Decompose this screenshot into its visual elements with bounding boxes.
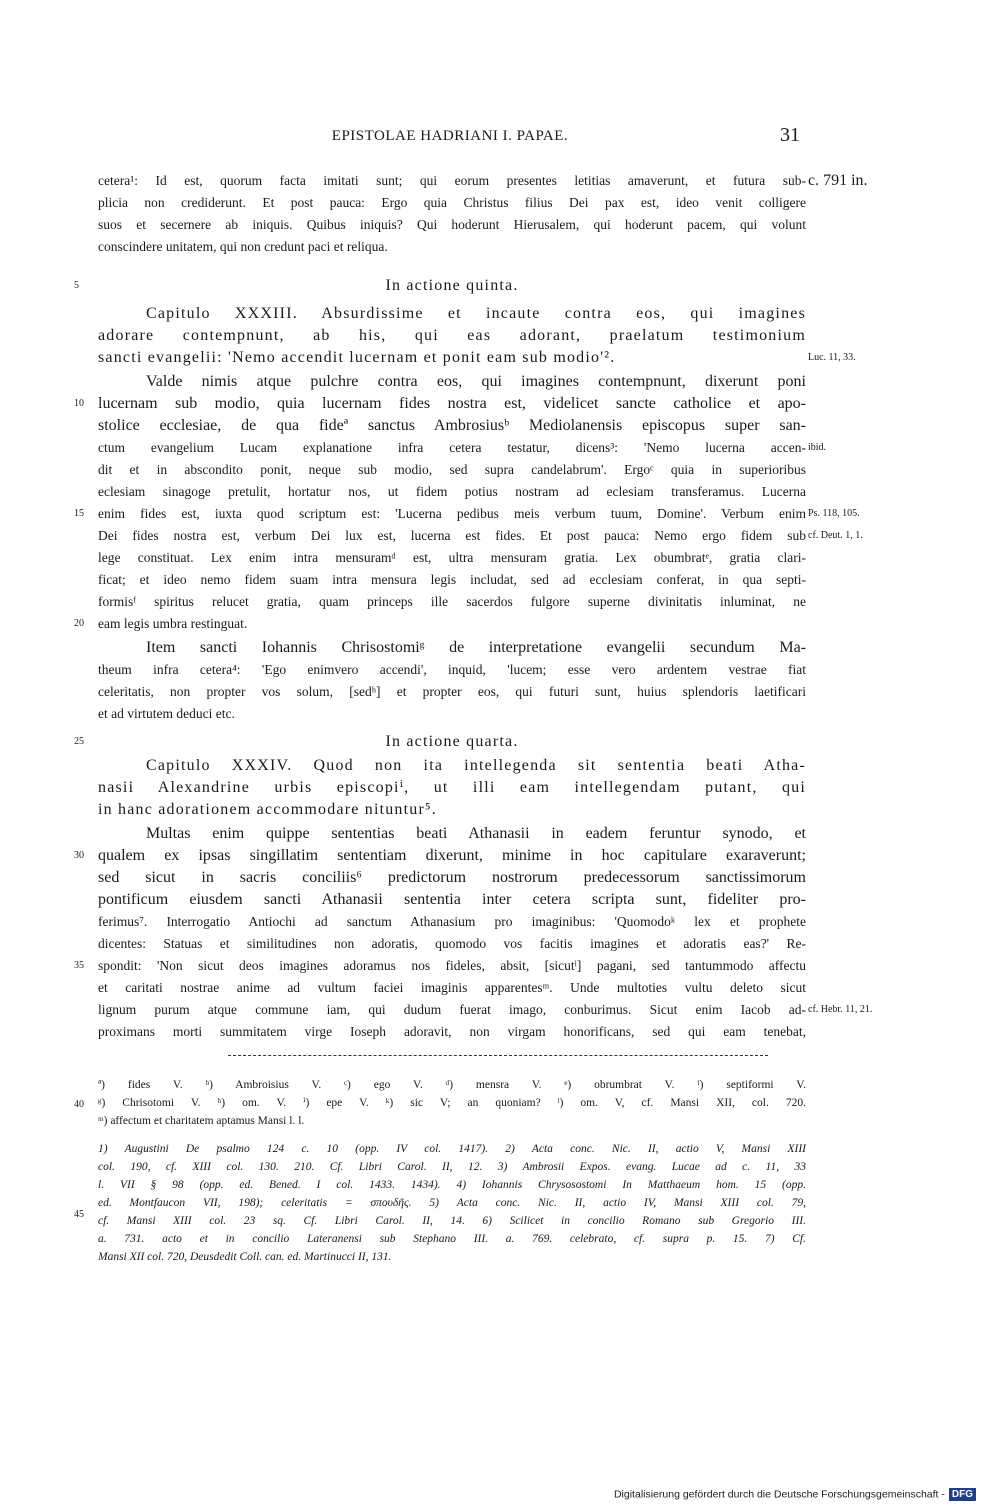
text-line: stolice ecclesiae, de qua fideª sanctus Ambrosiusᵇ Mediolanensis episcopus super san- bbox=[98, 417, 806, 434]
text-line: theum infra cetera⁴: 'Ego enimvero accendi', inquid, 'lucem; esse vero ardentem vestrae fiat bbox=[98, 662, 806, 677]
margin-note: c. 791 in. bbox=[808, 172, 868, 189]
text-line: dicentes: Statuas et similitudines non adoratis, quomodo vos facitis imagines et adoratis eas?' Re- bbox=[98, 936, 806, 951]
text-line: In actione quarta. bbox=[385, 733, 519, 750]
text-line: conscindere unitatem, qui non credunt paci et reliqua. bbox=[98, 239, 388, 254]
text-line: et caritati nostrae anime ad vultum faciei imaginis apparentesᵐ. Unde multoties vultu deleto sicut bbox=[98, 980, 806, 995]
text-line: ctum evangelium Lucam explanatione infra cetera testatur, dicens³: 'Nemo lucerna accen- bbox=[98, 440, 806, 455]
text-line: In actione quinta. bbox=[385, 277, 519, 294]
variant-footnote-line: ᵐ) affectum et charitatem aptamus Mansi l. l. bbox=[98, 1115, 305, 1127]
text-line: lege constituat. Lex enim intra mensuramᵈ est, ultra mensuram gratia. Lex obumbratᵉ, gratia clari- bbox=[98, 550, 806, 565]
text-line: proximans morti summitatem virge Ioseph adoravit, non virgam honorificans, sed qui eam tenebat, bbox=[98, 1024, 806, 1039]
text-line: Dei fides nostra est, verbum Dei lux est, lucerna est fides. Et post pauca: Nemo ergo fidem sub bbox=[98, 528, 806, 543]
text-line: enim fides est, iuxta quod scriptum est: 'Lucerna pedibus meis verbum tuum, Domine'. Verbum enim bbox=[98, 506, 806, 521]
source-footnote-line: ed. Montfaucon VII, 198); celeritatis = σπουδῆς. 5) Acta conc. Nic. II, actio IV, Mansi XIII col. 79, bbox=[98, 1197, 806, 1209]
margin-note: cf. Hebr. 11, 21. bbox=[808, 1004, 873, 1015]
text-line: qualem ex ipsas singillatim sententiam dixerunt, minime in hoc capitulare exaraverunt; bbox=[98, 847, 806, 864]
text-line: et ad virtutem deduci etc. bbox=[98, 706, 235, 721]
text-line: ficat; et ideo nemo fidem suam intra mensura legis includat, sed ad ecclesiam conferat, in qua septi- bbox=[98, 572, 806, 587]
digitization-credit bbox=[614, 1488, 976, 1501]
source-footnote-line: 1) Augustini De psalmo 124 c. 10 (opp. IV col. 1417). 2) Acta conc. Nic. II, actio V, Mansi XIII bbox=[98, 1143, 806, 1155]
running-title: EPISTOLAE HADRIANI I. PAPAE. bbox=[331, 128, 569, 144]
text-line: pontificum eiusdem sancti Athanasii sententia inter cetera scripta sunt, fideliter pro- bbox=[98, 891, 806, 908]
text-line: spondit: 'Non sicut deos imagines adoramus nos fideles, absit, [sicutˡ] pagani, sed tantummodo affectu bbox=[98, 958, 806, 973]
margin-note: Luc. 11, 33. bbox=[808, 352, 856, 363]
text-line: sed sicut in sacris conciliis⁶ predictorum nostrorum predecessorum sanctissimorum bbox=[98, 869, 806, 886]
text-line: eclesiam sinagoge pretulit, hortatur nos, ut fidem potius nostram ad eclesiam transferamus. Lucerna bbox=[98, 484, 806, 499]
text-line: eam legis umbra restinguat. bbox=[98, 616, 248, 631]
line-number: 30 bbox=[74, 850, 84, 861]
line-number: 5 bbox=[74, 280, 79, 291]
page-number: 31 bbox=[780, 124, 800, 146]
footnote-separator bbox=[228, 1055, 768, 1056]
line-number: 35 bbox=[74, 960, 84, 971]
text-line: suos et secernere ab iniquis. Quibus iniquis? Qui hoderunt Hierusalem, qui hoderunt pacem, qui volunt bbox=[98, 217, 806, 232]
text-line: dit et in abscondito ponit, neque sub modio, sed supra candelabrum'. Ergoᶜ quia in superioribus bbox=[98, 462, 806, 477]
text-line: in hanc adorationem accommodare nituntur⁵. bbox=[98, 801, 437, 818]
text-line: Valde nimis atque pulchre contra eos, qui imagines contempnunt, dixerunt poni bbox=[146, 373, 806, 390]
line-number: 15 bbox=[74, 508, 84, 519]
line-number: 20 bbox=[74, 618, 84, 629]
margin-note: Ps. 118, 105. bbox=[808, 508, 860, 519]
line-number: 10 bbox=[74, 398, 84, 409]
margin-note: ibid. bbox=[808, 442, 827, 453]
margin-note: cf. Deut. 1, 1. bbox=[808, 530, 863, 541]
text-line: sancti evangelii: 'Nemo accendit lucernam et ponit eam sub modio'². bbox=[98, 349, 616, 366]
source-footnote-line: cf. Mansi XIII col. 23 sq. Cf. Libri Carol. II, 14. 6) Scilicet in concilio Romano sub Gregorio III. bbox=[98, 1215, 806, 1227]
variant-footnote-line: ᵍ) Chrisotomi V. ʰ) om. V. ⁱ) epe V. ᵏ) sic V; an quoniam? ˡ) om. V, cf. Mansi XII, col. 720. bbox=[98, 1097, 806, 1109]
text-line: Multas enim quippe sententias beati Athanasii in eadem feruntur synodo, et bbox=[146, 825, 806, 842]
text-line: Capitulo XXXIV. Quod non ita intellegenda sit sententia beati Atha- bbox=[146, 757, 806, 774]
source-footnote-line: l. VII § 98 (opp. ed. Bened. I col. 1433. 1434). 4) Iohannis Chrysosostomi In Matthaeum hom. 15 (opp. bbox=[98, 1179, 806, 1191]
text-line: plicia non crediderunt. Et post pauca: Ergo quia Christus filius Dei pax est, ideo venit colligere bbox=[98, 195, 806, 210]
dfg-logo: DFG bbox=[949, 1488, 976, 1501]
text-line: formisᶠ spiritus relucet gratia, quam princeps ille sacerdos fulgore superne divinitatis inluminat, ne bbox=[98, 594, 806, 609]
credit-text: Digitalisierung gefördert durch die Deutsche Forschungsgemeinschaft - bbox=[613, 1488, 945, 1501]
text-line: lucernam sub modio, quia lucernam fides nostra est, videlicet sancte catholice et apo- bbox=[98, 395, 806, 412]
text-line: Item sancti Iohannis Chrisostomiᵍ de interpretatione evangelii secundum Ma- bbox=[146, 639, 806, 656]
text-line: adorare contempnunt, ab his, qui eas adorant, praelatum testimonium bbox=[98, 327, 806, 344]
source-footnote-line: Mansi XII col. 720, Deusdedit Coll. can. ed. Martinucci II, 131. bbox=[98, 1251, 392, 1263]
text-line: nasii Alexandrine urbis episcopiⁱ, ut illi eam intellegendam putant, qui bbox=[98, 779, 806, 796]
line-number: 25 bbox=[74, 736, 84, 747]
text-line: ferimus⁷. Interrogatio Antiochi ad sanctum Athanasium pro imaginibus: 'Quomodoᵏ lex et prophete bbox=[98, 914, 806, 929]
text-line: celeritatis, non propter vos solum, [sedʰ] et propter eos, qui futuri sunt, huius splendoris laetificari bbox=[98, 684, 806, 699]
text-line: cetera¹: Id est, quorum facta imitati sunt; qui eorum presentes letitias amaverunt, et futura sub- bbox=[98, 173, 806, 188]
text-line: Capitulo XXXIII. Absurdissime et incaute contra eos, qui imagines bbox=[146, 305, 806, 322]
source-footnote-line: col. 190, cf. XIII col. 130. 210. Cf. Libri Carol. II, 12. 3) Ambrosii Expos. evang. Lucae ad c. 11, 33 bbox=[98, 1161, 806, 1173]
running-head bbox=[0, 124, 1000, 152]
line-number: 45 bbox=[74, 1209, 84, 1220]
variant-footnote-line: ª) fides V. ᵇ) Ambroisius V. ᶜ) ego V. ᵈ) mensra V. ᵉ) obrumbrat V. ᶠ) septiformi V. bbox=[98, 1079, 806, 1091]
text-line: lignum purum atque commune iam, qui dudum fuerat imago, conburimus. Sicut enim Iacob ad- bbox=[98, 1002, 806, 1017]
line-number: 40 bbox=[74, 1099, 84, 1110]
source-footnote-line: a. 731. acto et in concilio Lateranensi sub Stephano III. a. 769. celebrato, cf. supra p. 15. 7) Cf. bbox=[98, 1233, 806, 1245]
